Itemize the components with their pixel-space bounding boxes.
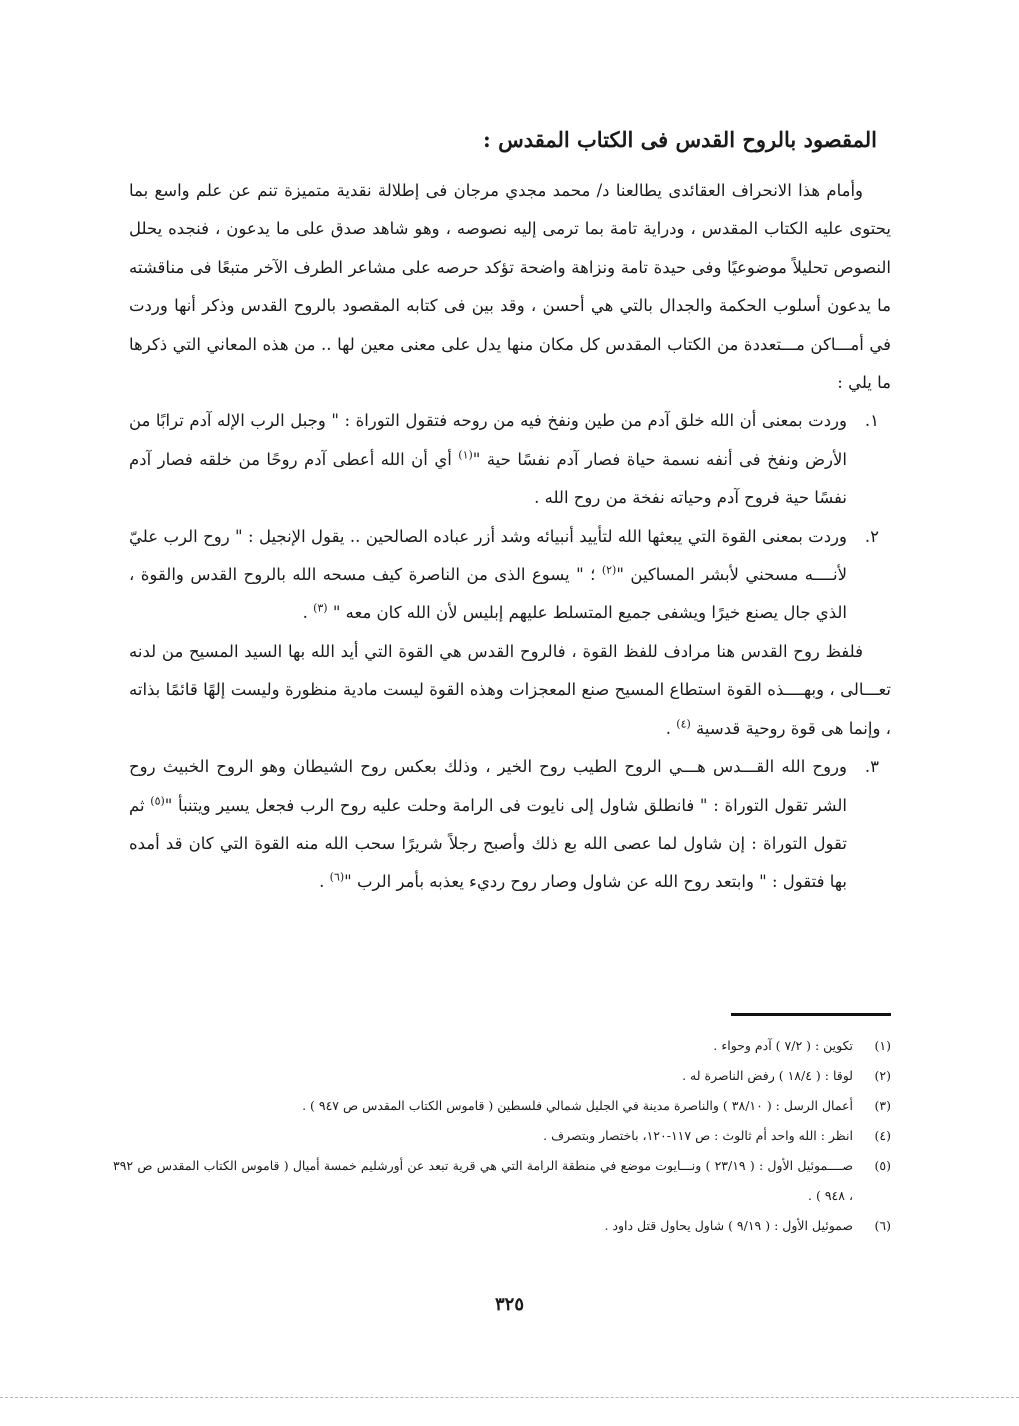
footnotes [113,1031,891,1241]
item-number: ٢. [864,526,879,546]
footnote-reference: (٥) [150,794,165,807]
footnote-reference: (٤) [676,717,691,731]
footnote-text: تكوين : ( ٧/٢ ) آدم وحواء . [713,1038,853,1053]
numbered-list [129,402,891,632]
paragraph-text: فلفظ روح القدس هنا مرادف للفظ القوة ، فالروح القدس هي القوة التي أيد الله بها السيد المسيح من لدنه تعـــالى ، وبهــــذه القوة استطاع المسيح صنع المعجزات وهذه القوة ليست مادية منظورة وليست إلهًا قائمًا بذاته ، وإنما هى قوة روحية قدسية [129,641,891,738]
paragraph-text: . [665,718,677,738]
footnote-text: صموئيل الأول : ( ٩/١٩ ) شاول يحاول قتل داود . [604,1218,853,1233]
footnote-number: (٦) [874,1218,891,1233]
footnote-divider [731,1013,891,1016]
item-number: ٣. [864,757,879,777]
item-number: ١. [864,411,879,431]
footnote [113,1031,891,1061]
list-item [129,748,891,902]
footnote [113,1121,891,1151]
item-text: . [302,603,314,623]
main-text [129,120,891,902]
footnote-reference: (٢) [601,563,617,577]
page-number: ٣٢٥ [494,1294,524,1315]
item-text: وردت بمعنى القوة التي يبعثها الله لتأييد أنبيائه وشد أزر عباده الصالحين .. يقول الإنجيل : " روح الرب عليّ لأنــــه مسحني لأبشر المساكين " [129,526,847,585]
list-item [129,402,891,517]
scan-edge-line [0,1396,1019,1398]
footnote-number: (٥) [874,1158,891,1173]
footnote [113,1061,891,1091]
section-heading: المقصود بالروح القدس فى الكتاب المقدس : [483,127,877,152]
footnote-number: (٢) [874,1068,891,1083]
item-text: ؛ " يسوع الذى من الناصرة كيف مسحه الله بالروح القدس والقوة ، الذي جال يصنع خيرًا ويشفى جميع المتسلط عليهم إبليس لأن الله كان معه " [129,565,847,623]
item-text: أي أن الله أعطى آدم روحًا من خلقه فصار آدم نفسًا حية فروح آدم وحياته نفخة من روح الله . [129,449,847,508]
item-text: ثم تقول التوراة : إن شاول لما عصى الله بع ذلك وأصبح رجلاً شريرًا سحب الله منه القوة التي كان قد أمده بها فتقول : " وابتعد روح الله عن شاول وصار روح رديء يعذبه بأمر الرب " [129,795,847,892]
footnote [113,1091,891,1121]
footnote-number: (٤) [874,1128,891,1143]
item-text: وروح الله القـــدس هـــي الروح الطيب روح الخير ، وذلك بعكس روح الشيطان وهو الروح الخبيث روح الشر تقول التوراة : " فانطلق شاول إلى نايوت فى الرامة وحلت عليه روح الرب فجعل يسير ويتنبأ " [129,757,848,815]
footnote-reference: (٣) [313,601,328,615]
list-item [129,518,891,633]
intro-paragraph: وأمام هذا الانحراف العقائدى يطالعنا د/ محمد مجدي مرجان فى إطلالة نقدية متميزة تنم عن علم واسع بما يحتوى عليه الكتاب المقدس ، ودراية تامة بما ترمى إليه نصوصه ، وهو شاهد صدق على ما يدعون ، فنجده يحلل النصوص تحليلاً موضوعيًا وفى حيدة تامة ونزاهة واضحة تؤكد حرصه على مشاعر الطرف الآخر متبعًا فى مناقشته ما يدعون أسلوب الحكمة والجدال بالتي هي أحسن ، وقد بين فى كتابه المقصود بالروح القدس وذكر أنها وردت في أمـــاكن مـــتعددة من الكتاب المقدس كل مكان منها يدل على معنى معين لها .. من هذه المعاني التي ذكرها ما يلي : [129,181,891,393]
footnote-number: (٣) [874,1098,891,1113]
footnote-text: انظر : الله واحد أم ثالوث : ص ١١٧-١٢٠، باختصار وبتصرف . [543,1128,853,1143]
footnote-text: صــــموئيل الأول : ( ٢٣/١٩ ) ونـــايوت موضع في منطقة الرامة التي هي قرية تبعد عن أورشليم خمسة أميال ( قاموس الكتاب المقدس ص ٣٩٢ ، ٩٤٨ ) . [113,1158,853,1203]
item-text: . [319,872,330,892]
footnote-reference: (١) [458,448,473,462]
footnote [113,1211,891,1241]
footnote [113,1151,891,1211]
footnote-number: (١) [874,1038,891,1053]
middle-paragraph [129,633,891,748]
numbered-list-continued [129,748,891,902]
footnote-text: أعمال الرسل : ( ٣٨/١٠ ) والناصرة مدينة في الجليل شمالي فلسطين ( قاموس الكتاب المقدس ص ٩٤٧ ) . [302,1098,853,1113]
footnote-reference: (٦) [329,870,345,884]
item-text: وردت بمعنى أن الله خلق آدم من طين ونفخ فيه من روحه فتقول التوراة : " وجبل الرب الإله آدم ترابًا من الأرض ونفخ فى أنفه نسمة حياة فصار آدم نفسًا حية " [129,411,847,469]
footnote-text: لوقا : ( ١٨/٤ ) رفض الناصرة له . [682,1068,853,1083]
